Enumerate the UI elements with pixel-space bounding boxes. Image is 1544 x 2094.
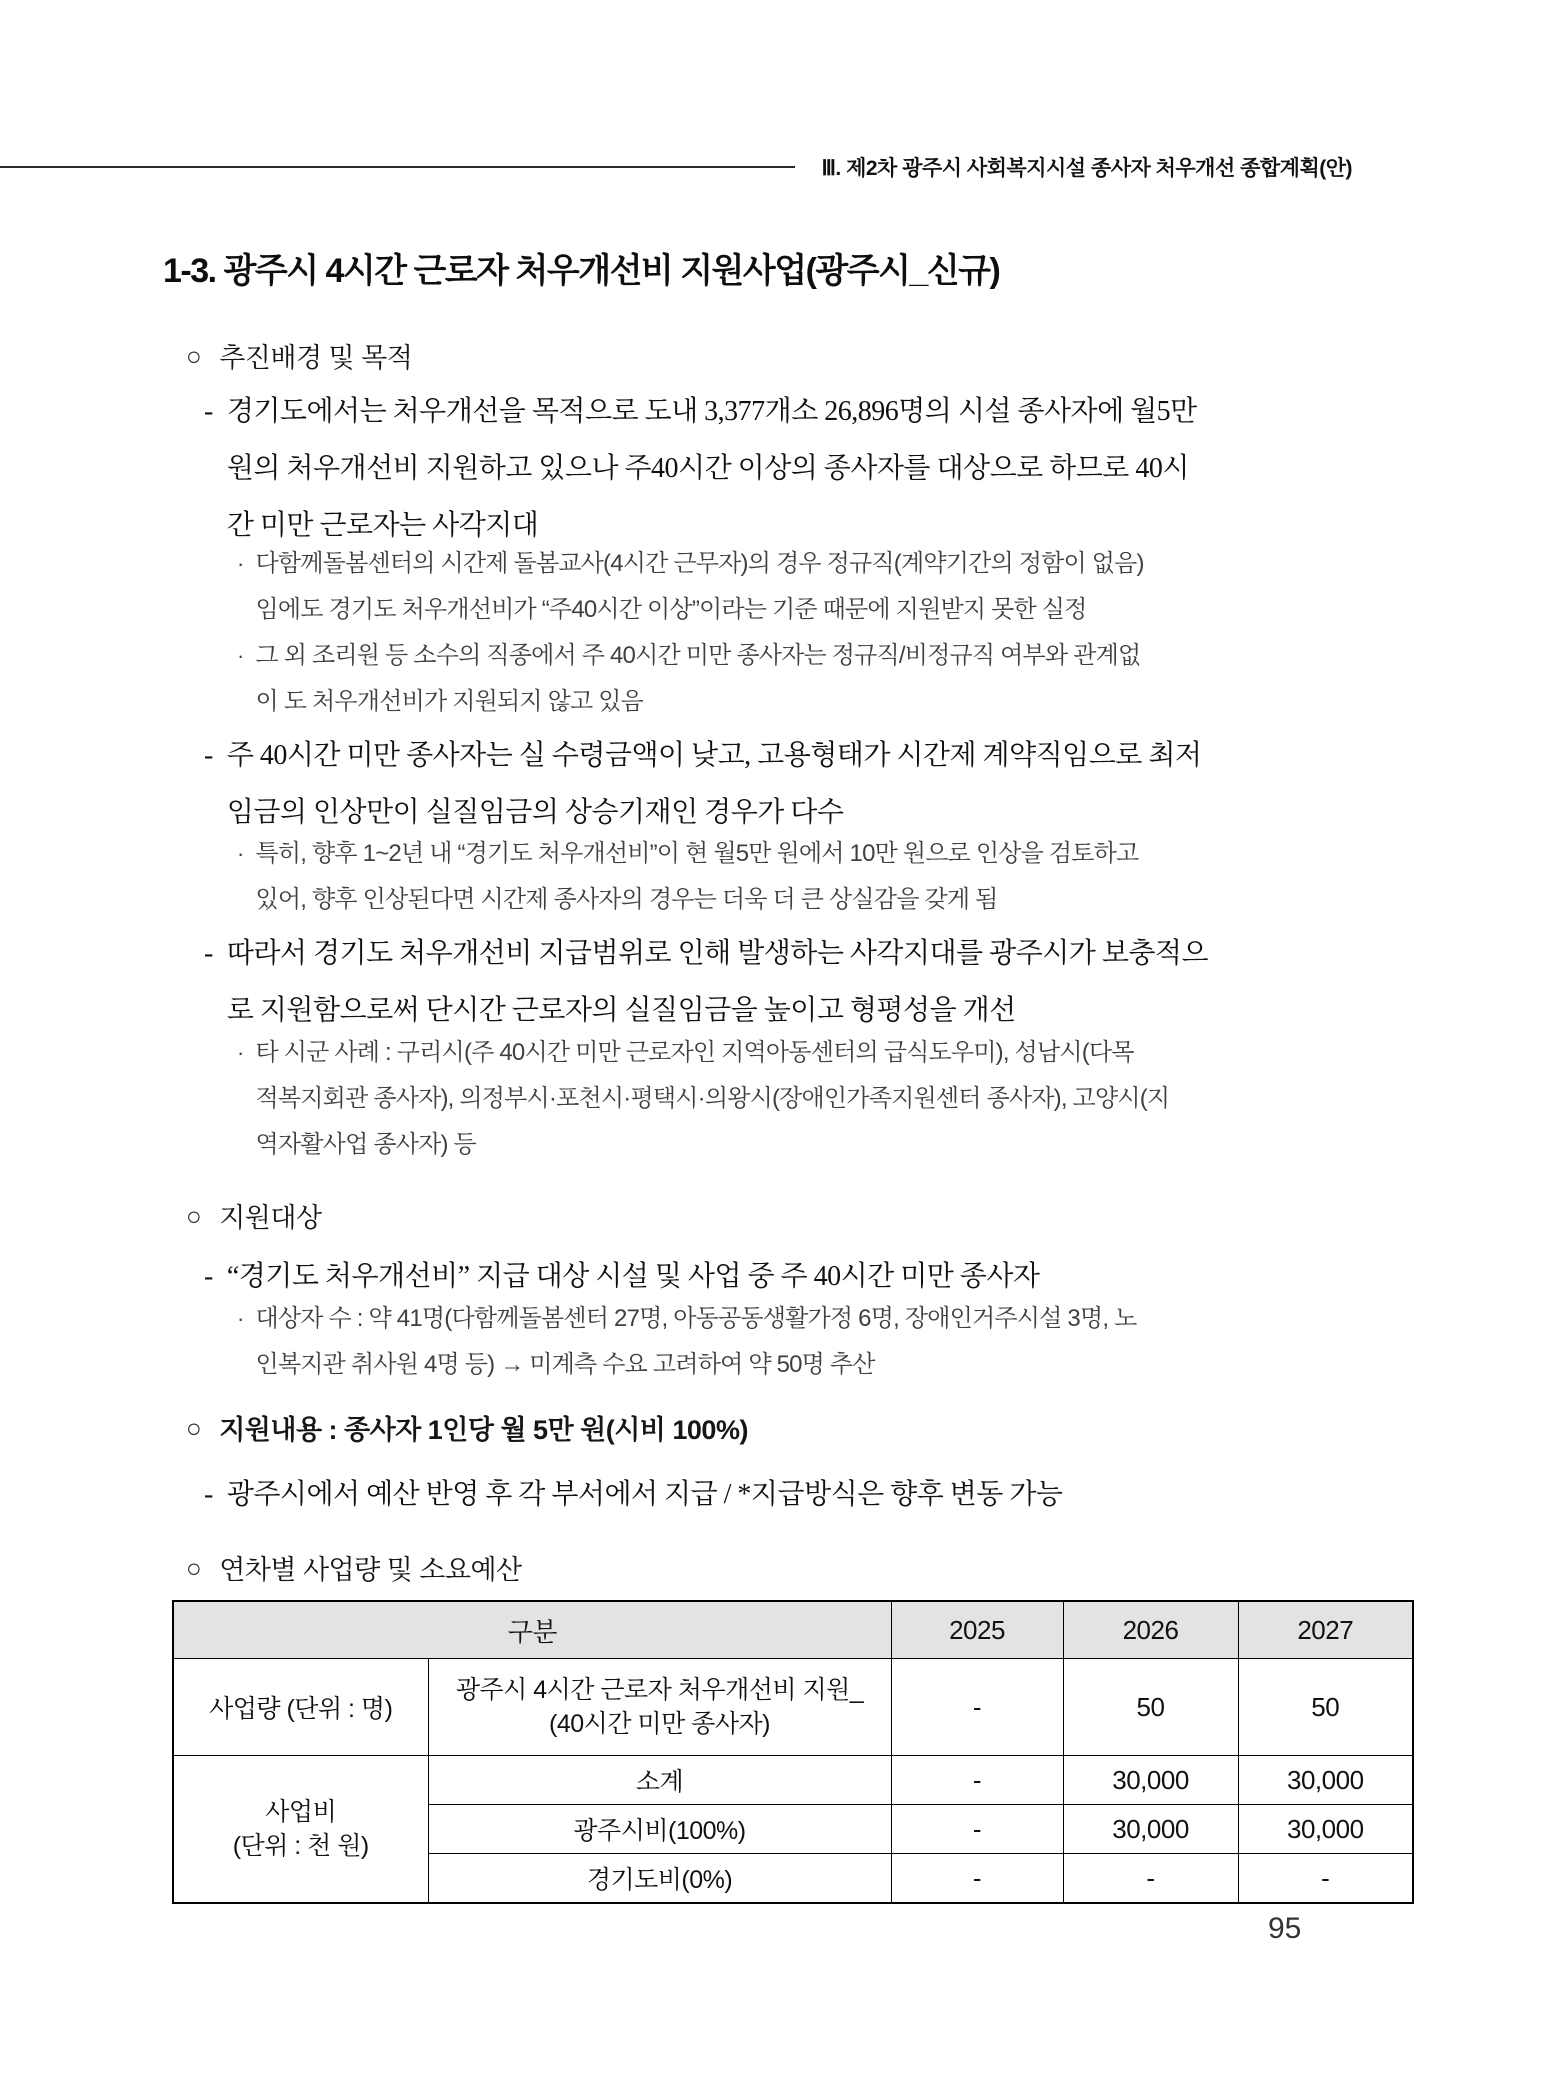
dot-bullet-icon: · <box>237 1306 244 1331</box>
cell-city-2027: 30,000 <box>1238 1805 1413 1854</box>
subnote-cooks-etc <box>237 633 1140 725</box>
header-rule <box>0 166 795 168</box>
row-item-line: 광주시 4시간 근로자 처우개선비 지원_ <box>455 1676 864 1704</box>
cell-volume-2026: 50 <box>1063 1659 1238 1756</box>
paragraph-lines <box>256 831 1139 923</box>
page-title: 1-3. 광주시 4시간 근로자 처우개선비 지원사업(광주시_신규) <box>163 252 1000 290</box>
paragraph-city-supplement <box>204 925 1208 1039</box>
row-item-line: (40시간 미만 종사자) <box>549 1710 770 1738</box>
cell-subtotal-2025: - <box>891 1756 1063 1805</box>
circle-bullet-icon: ○ <box>186 1412 202 1443</box>
row-item-city: 광주시비(100%) <box>428 1805 891 1854</box>
text-line: 임에도 경기도 처우개선비가 “주40시간 이상”이라는 기준 때문에 지원받지 못한 실정 <box>255 596 1087 623</box>
section-heading-annual-budget <box>186 1548 522 1587</box>
group-label-line: 사업비 <box>265 1798 337 1826</box>
cell-province-2026: - <box>1063 1854 1238 1904</box>
cell-volume-2027: 50 <box>1238 1659 1413 1756</box>
text-line: 간 미만 근로자는 사각지대 <box>226 510 539 541</box>
circle-bullet-icon: ○ <box>186 1200 202 1231</box>
cell-city-2025: - <box>891 1805 1063 1854</box>
subnote-raise-plan <box>237 831 1138 923</box>
row-item-subtotal: 소계 <box>428 1756 891 1805</box>
dot-bullet-icon: · <box>237 551 244 576</box>
cell-province-2025: - <box>891 1854 1063 1904</box>
group-label-line: (단위 : 천 원) <box>232 1832 369 1860</box>
paragraph-low-wage <box>204 727 1201 841</box>
paragraph-payment-method <box>204 1466 1062 1523</box>
dash-bullet-icon: - <box>204 1261 213 1292</box>
row-item-volume <box>428 1659 891 1756</box>
paragraph-lines <box>256 1030 1170 1168</box>
text-line: 원의 처우개선비 지원하고 있으나 주40시간 이상의 종사자를 대상으로 하므로 40시 <box>226 453 1189 484</box>
cell-subtotal-2026: 30,000 <box>1063 1756 1238 1805</box>
text-line: 있어, 향후 인상된다면 시간제 종사자의 경우는 더욱 더 큰 상실감을 갖게 됨 <box>255 886 998 913</box>
paragraph-lines <box>227 1466 1063 1523</box>
table-row-volume <box>173 1659 1413 1756</box>
subnote-other-cities <box>237 1030 1169 1168</box>
section-heading-text: 추진배경 및 목적 <box>219 343 413 373</box>
section-heading-support-content <box>186 1408 748 1447</box>
cell-volume-2025: - <box>891 1659 1063 1756</box>
table-row-subtotal <box>173 1756 1413 1805</box>
dash-bullet-icon: - <box>204 938 213 969</box>
cell-city-2026: 30,000 <box>1063 1805 1238 1854</box>
paragraph-gyeonggi-overview <box>204 383 1197 554</box>
circle-bullet-icon: ○ <box>186 1552 202 1583</box>
table-header-gubun: 구분 <box>173 1601 891 1659</box>
paragraph-lines <box>227 925 1208 1039</box>
text-line: 인복지관 취사원 4명 등) → 미계측 수요 고려하여 약 50명 추산 <box>255 1351 875 1378</box>
subnote-target-count <box>237 1296 1136 1388</box>
dot-bullet-icon: · <box>237 1040 244 1065</box>
dash-bullet-icon: - <box>204 396 213 427</box>
section-heading-text: 지원대상 <box>219 1203 322 1233</box>
table-header-row <box>173 1601 1413 1659</box>
page-header <box>0 150 1544 184</box>
section-heading-background-purpose <box>186 336 412 375</box>
dash-bullet-icon: - <box>204 740 213 771</box>
text-line: 따라서 경기도 처우개선비 지급범위로 인해 발생하는 사각지대를 광주시가 보충적으 <box>226 938 1209 969</box>
text-line: 이 도 처우개선비가 지원되지 않고 있음 <box>255 688 644 715</box>
text-line: 특히, 향후 1~2년 내 “경기도 처우개선비”이 현 월5만 원에서 10만 원으로 인상을 검토하고 <box>255 840 1139 867</box>
section-heading-support-target <box>186 1196 322 1235</box>
paragraph-lines <box>256 1296 1137 1388</box>
text-line: 임금의 인상만이 실질임금의 상승기재인 경우가 다수 <box>226 797 844 828</box>
table-header-2025: 2025 <box>891 1601 1063 1659</box>
section-heading-text: 연차별 사업량 및 소요예산 <box>219 1555 522 1585</box>
text-line: 광주시에서 예산 반영 후 각 부서에서 지급 / *지급방식은 향후 변동 가능 <box>226 1479 1063 1510</box>
table-header-2027: 2027 <box>1238 1601 1413 1659</box>
circle-bullet-icon: ○ <box>186 340 202 371</box>
section-heading-text: 지원내용 : 종사자 1인당 월 5만 원(시비 100%) <box>219 1415 748 1445</box>
page-number: 95 <box>1268 1912 1302 1945</box>
text-line: 로 지원함으로써 단시간 근로자의 실질임금을 높이고 형평성을 개선 <box>226 995 1016 1026</box>
paragraph-lines <box>227 383 1197 554</box>
text-line: 역자활사업 종사자) 등 <box>255 1131 476 1158</box>
dot-bullet-icon: · <box>237 643 244 668</box>
paragraph-lines <box>227 727 1202 841</box>
text-line: 경기도에서는 처우개선을 목적으로 도내 3,377개소 26,896명의 시설 종사자에 월5만 <box>226 396 1197 427</box>
chapter-heading: Ⅲ. 제2차 광주시 사회복지시설 종사자 처우개선 종합계획(안) <box>821 157 1352 180</box>
row-label-cost-group <box>173 1756 428 1904</box>
text-line: 대상자 수 : 약 41명(다함께돌봄센터 27명, 아동공동생활가정 6명, 장애인거주시설 3명, 노 <box>255 1305 1137 1332</box>
annual-budget-table <box>172 1600 1414 1904</box>
table-header-2026: 2026 <box>1063 1601 1238 1659</box>
text-line: 적복지회관 종사자), 의정부시·포천시·평택시·의왕시(장애인가족지원센터 종사자), 고양시(지 <box>255 1085 1170 1112</box>
subnote-care-center <box>237 541 1144 633</box>
row-label-volume: 사업량 (단위 : 명) <box>173 1659 428 1756</box>
row-item-province: 경기도비(0%) <box>428 1854 891 1904</box>
cell-province-2027: - <box>1238 1854 1413 1904</box>
text-line: 타 시군 사례 : 구리시(주 40시간 미만 근로자인 지역아동센터의 급식도우미), 성남시(다목 <box>255 1039 1134 1066</box>
dot-bullet-icon: · <box>237 841 244 866</box>
text-line: “경기도 처우개선비” 지급 대상 시설 및 사업 중 주 40시간 미만 종사자 <box>226 1261 1040 1292</box>
paragraph-lines <box>256 541 1144 633</box>
paragraph-lines <box>256 633 1141 725</box>
text-line: 다함께돌봄센터의 시간제 돌봄교사(4시간 근무자)의 경우 정규직(계약기간의 정함이 없음) <box>255 550 1144 577</box>
dash-bullet-icon: - <box>204 1479 213 1510</box>
text-line: 그 외 조리원 등 소수의 직종에서 주 40시간 미만 종사자는 정규직/비정규직 여부와 관계없 <box>255 642 1141 669</box>
text-line: 주 40시간 미만 종사자는 실 수령금액이 낮고, 고용형태가 시간제 계약직임으로 최저 <box>226 740 1202 771</box>
cell-subtotal-2027: 30,000 <box>1238 1756 1413 1805</box>
